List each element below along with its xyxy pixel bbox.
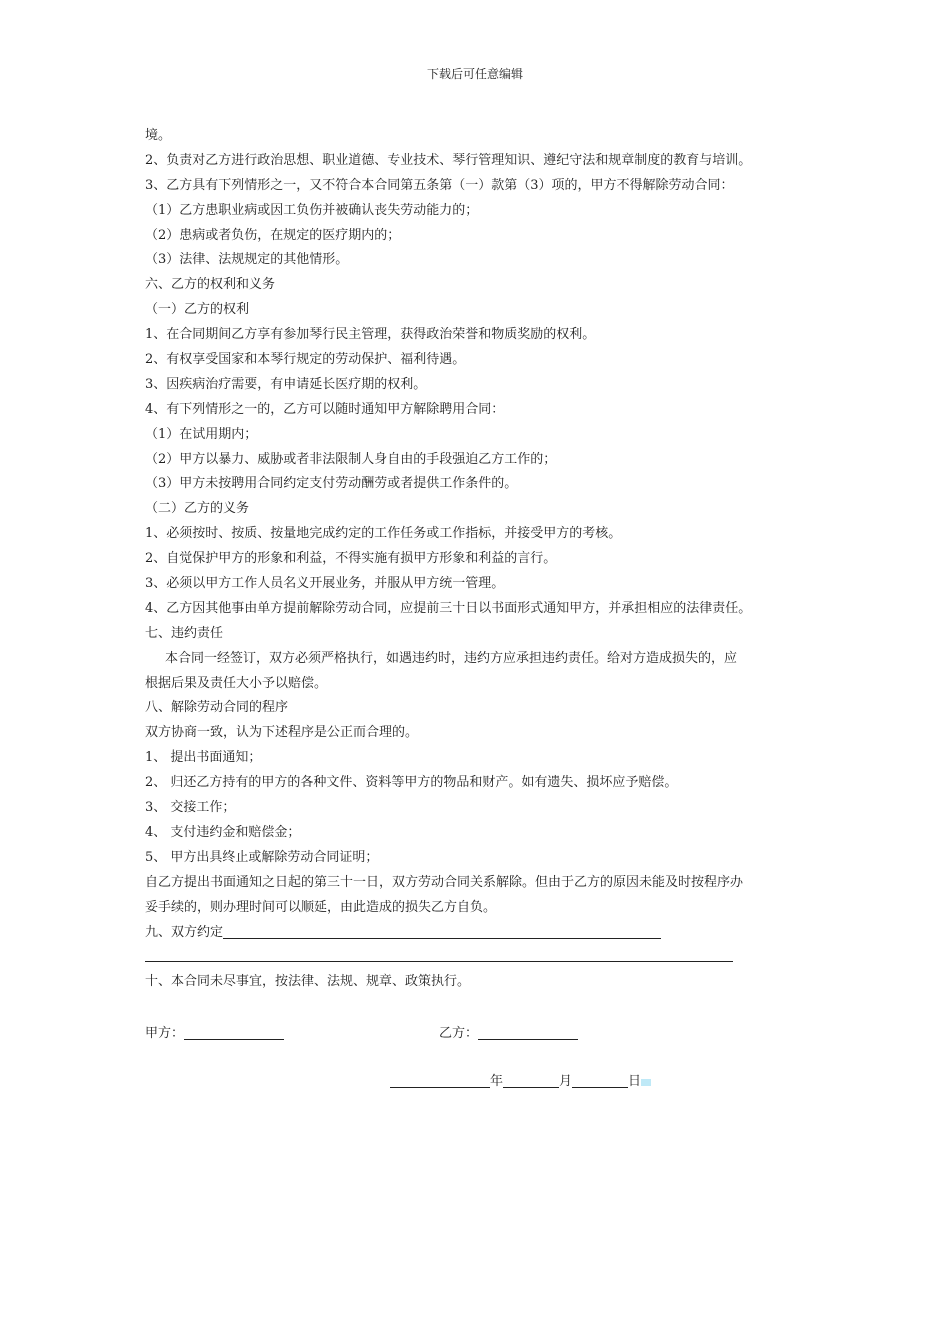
party-b-signature <box>439 1024 578 1044</box>
text-line: （2）患病或者负伤，在规定的医疗期内的； <box>145 227 401 243</box>
text-line: 2、负责对乙方进行政治思想、职业道德、专业技术、琴行管理知识、遵纪守法和规章制度的教育与培训。 <box>145 152 752 168</box>
agreement-blank[interactable] <box>223 923 661 939</box>
day-blank[interactable] <box>572 1072 628 1088</box>
text-line: 境。 <box>145 128 172 143</box>
agreement-line <box>145 921 815 946</box>
text-line: （2）甲方以暴力、威胁或者非法限制人身自由的手段强迫乙方工作的； <box>145 451 557 467</box>
text-line: 根据后果及责任大小予以赔偿。 <box>145 675 328 691</box>
text-line: 1、必须按时、按质、按量地完成约定的工作任务或工作指标，并接受甲方的考核。 <box>145 526 622 542</box>
text-line: 2、自觉保护甲方的形象和利益，不得实施有损甲方形象和利益的言行。 <box>145 551 557 567</box>
text-cursor-highlight <box>641 1079 651 1086</box>
subsection-heading: （二）乙方的义务 <box>145 501 250 517</box>
text-line: （1）乙方患职业病或因工负伤并被确认丧失劳动能力的； <box>145 202 479 218</box>
month-blank[interactable] <box>503 1072 559 1088</box>
agreement-label: 九、双方约定 <box>145 924 224 940</box>
party-b-label: 乙方： <box>439 1026 479 1041</box>
text-line: 3、乙方具有下列情形之一，又不符合本合同第五条第（一）款第（3）项的，甲方不得解除劳动合同： <box>145 177 734 193</box>
text-line: 5、 甲方出具终止或解除劳动合同证明； <box>145 849 379 865</box>
page-header: 下载后可任意编辑 <box>426 67 523 81</box>
text-line: 3、必须以甲方工作人员名义开展业务，并服从甲方统一管理。 <box>145 576 505 592</box>
month-label: 月 <box>559 1074 573 1089</box>
text-line: （3）甲方未按聘用合同约定支付劳动酬劳或者提供工作条件的。 <box>145 476 518 492</box>
year-label: 年 <box>490 1074 504 1089</box>
text-line: 2、有权享受国家和本琴行规定的劳动保护、福利待遇。 <box>145 352 466 368</box>
day-label: 日 <box>628 1074 642 1089</box>
text-line: 3、 交接工作； <box>145 800 236 816</box>
text-line: 4、 支付违约金和赔偿金； <box>145 824 301 840</box>
subsection-heading: （一）乙方的权利 <box>145 302 250 318</box>
agreement-continuation <box>145 945 815 970</box>
text-line: 2、 归还乙方持有的甲方的各种文件、资料等甲方的物品和财产。如有遗失、损坏应予赔偿。 <box>145 775 678 791</box>
text-line: 自乙方提出书面通知之日起的第三十一日，双方劳动合同关系解除。但由于乙方的原因未能及时按程序办 <box>145 874 744 890</box>
text-line: 3、因疾病治疗需要，有申请延长医疗期的权利。 <box>145 376 427 392</box>
party-a-label: 甲方： <box>145 1026 185 1041</box>
text-line: （3）法律、法规规定的其他情形。 <box>145 252 349 268</box>
party-a-blank[interactable] <box>184 1024 284 1040</box>
year-blank[interactable] <box>390 1072 490 1088</box>
text-line: 1、在合同期间乙方享有参加琴行民主管理，获得政治荣誉和物质奖励的权利。 <box>145 327 596 343</box>
text-line: 1、 提出书面通知； <box>145 750 262 766</box>
text-line: 4、有下列情形之一的，乙方可以随时通知甲方解除聘用合同： <box>145 401 505 417</box>
agreement-blank-line[interactable] <box>145 945 733 962</box>
text-line: 4、乙方因其他事由单方提前解除劳动合同，应提前三十日以书面形式通知甲方，并承担相应的法律责任。 <box>145 600 752 616</box>
text-line: 妥手续的，则办理时间可以顺延，由此造成的损失乙方自负。 <box>145 899 497 915</box>
text-line: 本合同一经签订，双方必须严格执行，如遇违约时，违约方应承担违约责任。给对方造成损失的，应 <box>165 650 738 666</box>
contract-body <box>145 124 815 995</box>
closing-clause: 十、本合同未尽事宜，按法律、法规、规章、政策执行。 <box>145 974 471 990</box>
party-a-signature <box>145 1024 284 1044</box>
signing-date <box>390 1072 651 1092</box>
text-line: （1）在试用期内； <box>145 426 258 442</box>
section-heading: 八、解除劳动合同的程序 <box>145 700 289 716</box>
section-heading: 七、违约责任 <box>145 625 224 641</box>
text-line: 双方协商一致，认为下述程序是公正而合理的。 <box>145 725 419 741</box>
party-b-blank[interactable] <box>478 1024 578 1040</box>
section-heading: 六、乙方的权利和义务 <box>145 277 276 293</box>
